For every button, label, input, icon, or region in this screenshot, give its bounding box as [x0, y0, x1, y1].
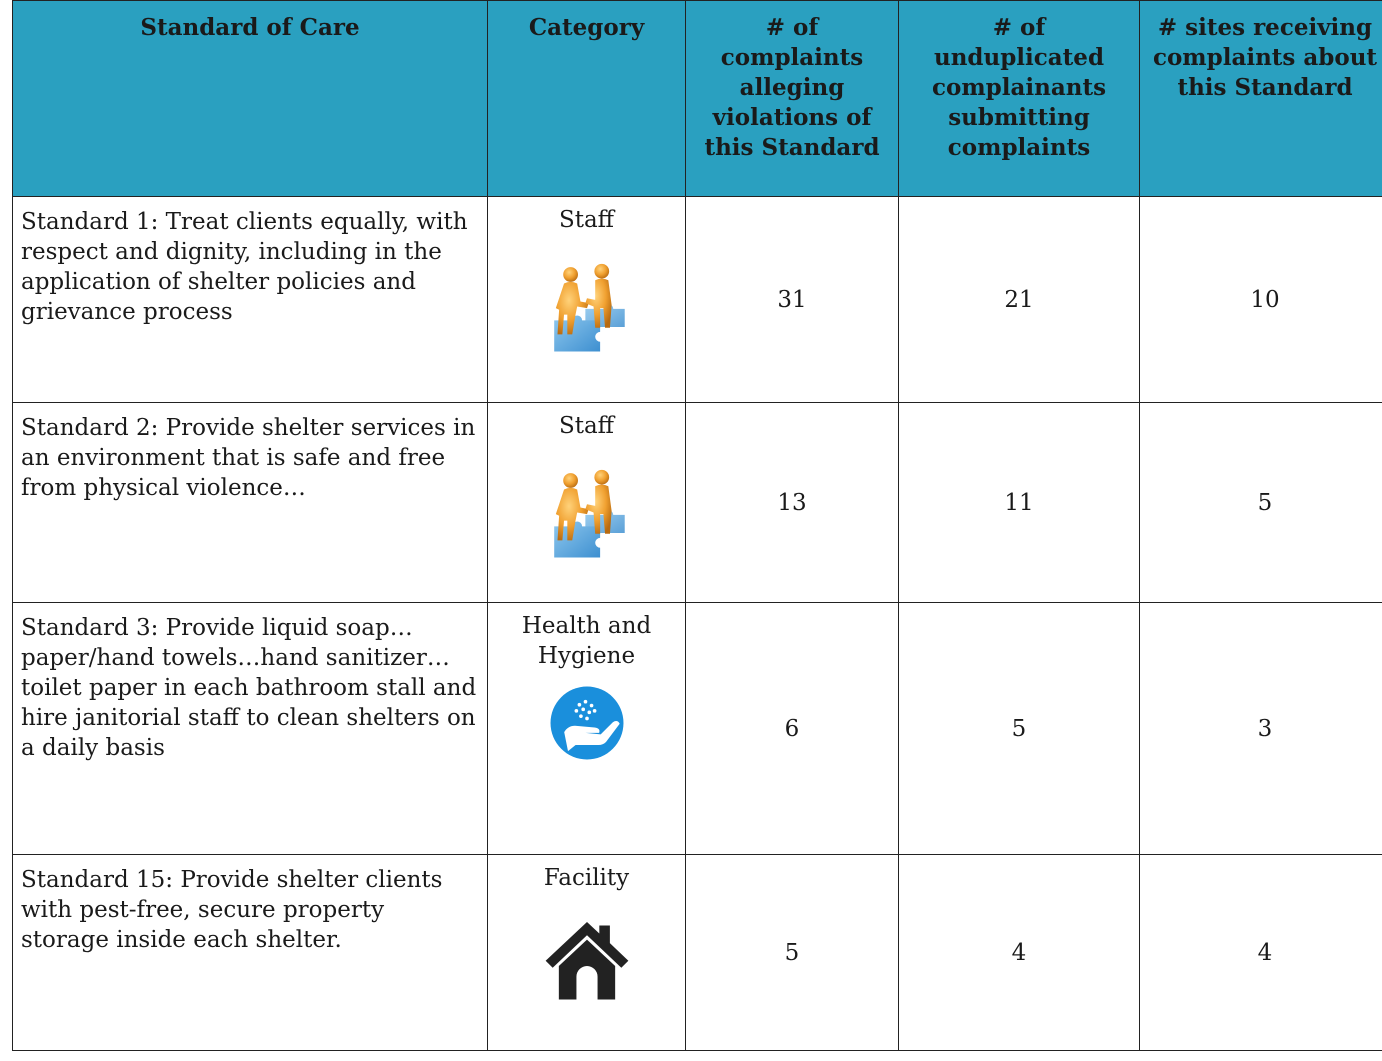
complainants-cell: 11 — [899, 403, 1140, 603]
sites-cell: 4 — [1140, 855, 1382, 1051]
complainants-cell: 21 — [899, 197, 1140, 403]
staff-handshake-icon — [546, 249, 628, 359]
category-label: Staff — [558, 207, 615, 233]
table-row — [13, 403, 1382, 603]
table-row — [13, 197, 1382, 403]
header-complaints: # of complaints alleging violations of this Standard — [686, 1, 899, 197]
header-complainants: # of unduplicated complainants submitting complaints — [899, 1, 1140, 197]
complaints-cell: 5 — [686, 855, 899, 1051]
header-category: Category — [488, 1, 686, 197]
standards-table — [12, 0, 1382, 1051]
staff-handshake-icon — [546, 455, 628, 565]
sites-cell: 3 — [1140, 603, 1382, 855]
category-label: Staff — [558, 413, 615, 439]
complainants-cell: 5 — [899, 603, 1140, 855]
category-label: Facility — [543, 865, 630, 891]
sites-cell: 5 — [1140, 403, 1382, 603]
category-label: Health and Hygiene — [521, 613, 652, 669]
standard-cell: Standard 2: Provide shelter services in an environment that is safe and free from physical violence… — [13, 403, 488, 603]
complainants-cell: 4 — [899, 855, 1140, 1051]
category-cell — [488, 403, 686, 603]
standard-cell: Standard 15: Provide shelter clients with pest-free, secure property storage inside each shelter. — [13, 855, 488, 1051]
house-icon — [543, 915, 631, 1003]
header-row — [13, 1, 1382, 197]
header-standard: Standard of Care — [13, 1, 488, 197]
hand-washing-icon — [549, 685, 625, 761]
category-cell — [488, 603, 686, 855]
standard-cell: Standard 1: Treat clients equally, with respect and dignity, including in the application of shelter policies and grievance process — [13, 197, 488, 403]
complaints-cell: 6 — [686, 603, 899, 855]
standard-cell: Standard 3: Provide liquid soap…paper/hand towels…hand sanitizer…toilet paper in each bathroom stall and hire janitorial staff to clean shelters on a daily basis — [13, 603, 488, 855]
complaints-cell: 31 — [686, 197, 899, 403]
sites-cell: 10 — [1140, 197, 1382, 403]
category-cell — [488, 855, 686, 1051]
table-row — [13, 603, 1382, 855]
complaints-cell: 13 — [686, 403, 899, 603]
header-sites: # sites receiving complaints about this Standard — [1140, 1, 1382, 197]
table-row — [13, 855, 1382, 1051]
category-cell — [488, 197, 686, 403]
